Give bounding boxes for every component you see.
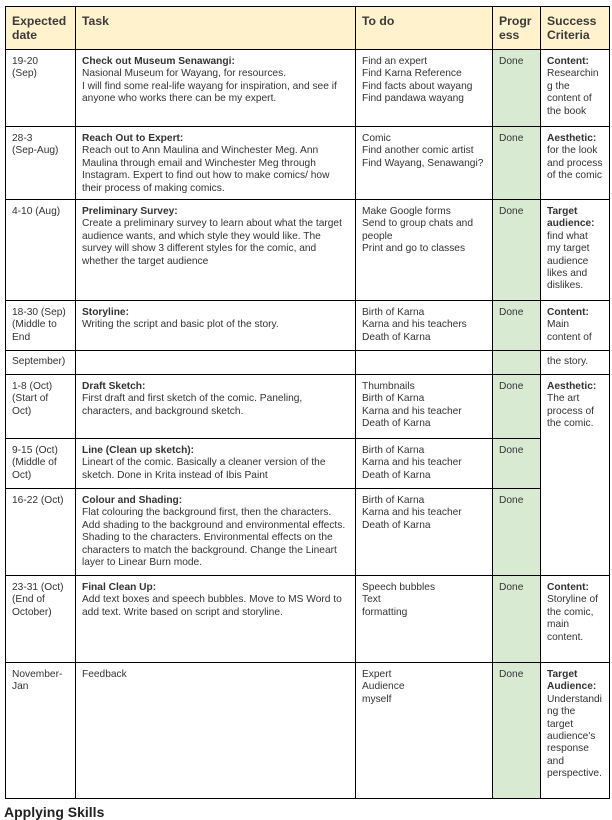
criteria-title: Content: — [547, 307, 589, 319]
progress-cell — [493, 351, 541, 375]
todo-item: Birth of Karna — [362, 445, 425, 457]
date-line: (Sep-Aug) — [12, 145, 59, 157]
todo-item: Karna and his teacher — [362, 405, 462, 417]
task-cell — [76, 301, 356, 351]
todo-item: myself — [362, 693, 392, 705]
header-success-criteria: Success Criteria — [541, 7, 610, 50]
progress-cell: Done — [493, 576, 541, 663]
task-body: Writing the script and basic plot of the story. — [82, 319, 279, 331]
date-cell — [6, 439, 76, 489]
todo-item: Find facts about wayang — [362, 80, 473, 92]
date-cell — [6, 50, 76, 127]
criteria-cell — [541, 576, 610, 663]
task-body: Nasional Museum for Wayang, for resources. I will find some real-life wayang for inspiration, and see if anyone who works there can be my expert. — [82, 68, 337, 105]
date-line: (Middle to — [12, 319, 57, 331]
criteria-cell — [541, 50, 610, 127]
date-line: (End of — [12, 594, 45, 606]
date-line: Oct) — [12, 405, 32, 417]
todo-item: Send to group chats and people — [362, 218, 474, 242]
date-cell: September) — [6, 351, 76, 375]
task-body: First draft and first sketch of the comic. Paneling, characters, and background sketch. — [82, 393, 303, 417]
todo-item: Find Wayang, Senawangi? — [362, 157, 484, 169]
header-row — [6, 7, 610, 50]
table-row — [6, 663, 610, 799]
progress-cell: Done — [493, 127, 541, 200]
todo-item: Speech bubbles — [362, 582, 436, 594]
date-line: Oct) — [12, 469, 32, 481]
criteria-cell — [541, 200, 610, 301]
task-cell — [76, 576, 356, 663]
task-body: Lineart of the comic. Basically a cleaner version of the sketch. Done in Krita instead of Ibis Paint — [82, 457, 326, 481]
task-title: Check out Museum Senawangi: — [82, 56, 235, 67]
task-body: Feedback — [82, 669, 127, 681]
task-cell — [76, 489, 356, 576]
todo-item: Birth of Karna — [362, 307, 425, 319]
criteria-body: for the look and process of the comic — [547, 145, 603, 182]
todo-item: Birth of Karna — [362, 495, 425, 507]
progress-cell: Done — [493, 50, 541, 127]
todo-cell — [356, 489, 493, 576]
todo-item: Birth of Karna — [362, 393, 425, 405]
table-row — [6, 200, 610, 301]
progress-cell: Done — [493, 200, 541, 301]
criteria-body: Main content of — [547, 319, 592, 343]
todo-item: Death of Karna — [362, 418, 431, 430]
task-body: Add text boxes and speech bubbles. Move to MS Word to add text. Write based on script and storyline. — [82, 594, 342, 618]
table-row — [6, 301, 610, 351]
date-cell — [6, 576, 76, 663]
criteria-cell — [541, 301, 610, 351]
date-line: 9-15 (Oct) — [12, 445, 58, 457]
criteria-title: Content: — [547, 56, 589, 67]
task-title: Colour and Shading: — [82, 495, 183, 507]
todo-cell — [356, 663, 493, 799]
task-body: Flat colouring the background first, then the characters. Add shading to the background and environmental effects. Shading to the characters. Environmental effects on the characters to match the background. Change the Lineart layer to Linear Burn mode. — [82, 507, 346, 569]
todo-cell — [356, 375, 493, 439]
todo-item: Karna and his teacher — [362, 457, 462, 469]
todo-item: Text — [362, 594, 381, 606]
date-line: October) — [12, 606, 52, 618]
table-row — [6, 375, 610, 439]
progress-cell: Done — [493, 663, 541, 799]
criteria-cell — [541, 375, 610, 576]
table-row-continuation — [6, 351, 610, 375]
task-body: Create a preliminary survey to learn about what the target audience wants, and which style they would like. The survey will show 3 different styles for the comic, and whether the target audience — [82, 218, 342, 267]
date-line: 19-20 — [12, 56, 39, 67]
todo-cell — [356, 200, 493, 301]
table-row — [6, 439, 610, 489]
todo-item: Make Google forms — [362, 206, 451, 218]
date-line: 4-10 (Aug) — [12, 206, 61, 218]
todo-item: Find Karna Reference — [362, 68, 462, 80]
progress-cell: Done — [493, 439, 541, 489]
progress-cell: Done — [493, 301, 541, 351]
task-cell — [76, 439, 356, 489]
todo-cell — [356, 301, 493, 351]
task-title: Final Clean Up: — [82, 582, 157, 594]
todo-item: Expert — [362, 669, 392, 681]
task-title: Storyline: — [82, 307, 129, 319]
date-line: (Middle of — [12, 457, 57, 469]
date-line: November- — [12, 669, 63, 681]
todo-cell — [356, 576, 493, 663]
task-cell — [76, 375, 356, 439]
task-title: Preliminary Survey: — [82, 206, 178, 218]
header-progress: Progr ess — [493, 7, 541, 50]
todo-item: Find an expert — [362, 56, 428, 67]
table-row — [6, 489, 610, 576]
date-cell — [6, 200, 76, 301]
date-line: 1-8 (Oct) — [12, 381, 53, 393]
date-line: 18-30 (Sep) — [12, 307, 66, 319]
todo-item: Find pandawa wayang — [362, 93, 464, 105]
todo-item: Print and go to classes — [362, 243, 466, 255]
date-cell — [6, 375, 76, 439]
task-cell — [76, 663, 356, 799]
todo-item: formatting — [362, 606, 408, 618]
header-task: Task — [76, 7, 356, 50]
criteria-cell: the story. — [541, 351, 610, 375]
criteria-body: The art process of the comic. — [547, 393, 594, 430]
todo-item: Comic — [362, 133, 391, 144]
task-title: Draft Sketch: — [82, 381, 146, 393]
planning-table — [5, 6, 610, 799]
criteria-title: Target audience: — [547, 206, 595, 230]
task-cell — [76, 351, 356, 375]
criteria-cell — [541, 127, 610, 200]
todo-item: Karna and his teacher — [362, 507, 462, 519]
criteria-title: Aesthetic: — [547, 381, 597, 393]
task-body: Reach out to Ann Maulina and Winchester Meg. Ann Maulina through email and Winchester Meg through Instagram. Expert to find out how to make comics/ how their process of making comics. — [82, 145, 330, 194]
date-line: Jan — [12, 681, 29, 693]
date-line: (Start of — [12, 393, 49, 405]
date-cell — [6, 127, 76, 200]
criteria-body: Researching the content of the book — [547, 68, 599, 117]
header-expected-date: Expected date — [6, 7, 76, 50]
task-title: Reach Out to Expert: — [82, 133, 184, 144]
criteria-body: Storyline of the comic, main content. — [547, 594, 598, 643]
task-cell — [76, 127, 356, 200]
task-cell — [76, 50, 356, 127]
todo-cell — [356, 351, 493, 375]
todo-item: Karna and his teachers — [362, 319, 467, 331]
header-to-do: To do — [356, 7, 493, 50]
section-heading-applying-skills: Applying Skills — [4, 804, 105, 820]
todo-cell — [356, 439, 493, 489]
todo-item: Audience — [362, 681, 405, 693]
task-title: Line (Clean up sketch): — [82, 445, 195, 457]
date-cell — [6, 489, 76, 576]
criteria-title: Content: — [547, 582, 589, 594]
criteria-title: Aesthetic: — [547, 133, 597, 144]
criteria-title: Target Audience: — [547, 669, 597, 693]
todo-item: Death of Karna — [362, 469, 431, 481]
criteria-body: find what my target audience likes and dislikes. — [547, 230, 590, 292]
date-line: 28-3 — [12, 133, 33, 144]
progress-cell: Done — [493, 489, 541, 576]
date-line: End — [12, 331, 31, 343]
todo-cell — [356, 127, 493, 200]
table-row — [6, 50, 610, 127]
table-row — [6, 127, 610, 200]
todo-item: Find another comic artist — [362, 145, 474, 157]
date-line: (Sep) — [12, 68, 37, 80]
criteria-cell — [541, 663, 610, 799]
todo-item: Death of Karna — [362, 331, 431, 343]
table-row — [6, 576, 610, 663]
date-cell — [6, 663, 76, 799]
task-cell — [76, 200, 356, 301]
date-line: 23-31 (Oct) — [12, 582, 64, 594]
date-line: 16-22 (Oct) — [12, 495, 64, 507]
progress-cell: Done — [493, 375, 541, 439]
todo-item: Thumbnails — [362, 381, 415, 393]
date-cell — [6, 301, 76, 351]
todo-item: Death of Karna — [362, 519, 431, 531]
criteria-body: Understanding the target audience's response and perspective. — [547, 693, 602, 780]
todo-cell — [356, 50, 493, 127]
